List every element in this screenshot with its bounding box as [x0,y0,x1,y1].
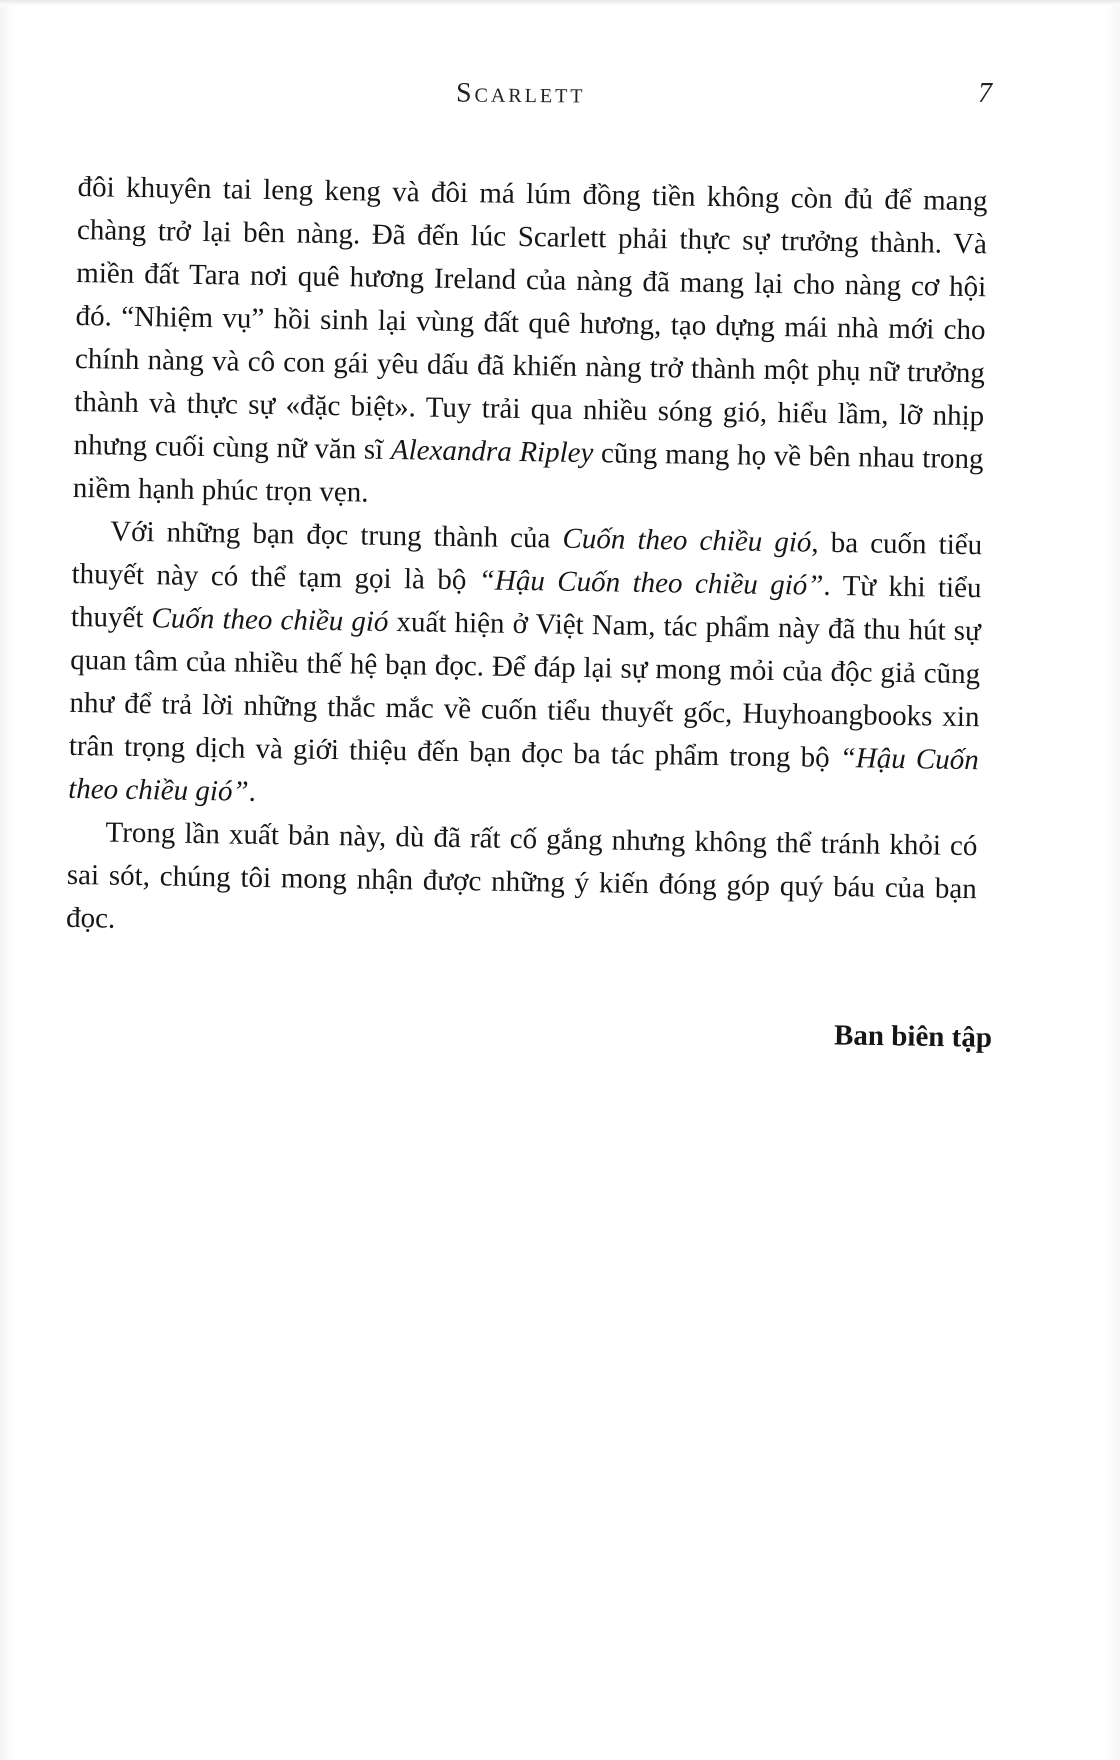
paragraph-2 [68,510,983,825]
paragraph-2-part-5: . [248,775,257,808]
paragraph-3: Trong lần xuất bản này, dù đã rất cố gắng nhưng không thể tránh khỏi có sai sót, chúng tôi mong nhận được những ý kiến đóng góp quý báu của bạn đọc. [65,816,978,935]
book-title-2: Cuốn theo chiều gió [151,602,389,638]
running-title: Scarlett [455,77,586,110]
paragraph-1-text: đôi khuyên tai leng keng và đôi má lúm đồng tiền không còn đủ để mang chàng trở lại bên nàng. Đã đến lúc Scarlett phải thực sự trưởng thành. Và miền đất Tara nơi quê hương Ireland của nàng đã mang lại cho nàng cơ hội đó. “Nhiệm vụ” hồi sinh lại vùng đất quê hương, tạo dựng mái nhà mới cho chính nàng và cô con gái yêu dấu đã khiến nàng trở thành một phụ nữ trưởng thành và thực sự «đặc biệt». Tuy trải qua nhiều sóng gió, hiểu lầm, lỡ nhịp nhưng cuối cùng nữ văn sĩ [73,170,988,466]
paragraph-1-ending: cũng mang họ về bên nhau trong niềm hạnh phúc trọn vẹn. [72,437,984,509]
page-number: 7 [978,78,992,109]
running-header [0,78,1120,118]
paragraph-2-part-4: xuất hiện ở Việt Nam, tác phẩm này đã thu hút sự quan tâm của nhiều thế hệ bạn đọc. Để đáp lại sự mong mỏi của độc giả cũng như để trả lời những thắc mắc về cuốn tiểu thuyết gốc, Huyhoangbooks xin trân trọng dịch và giới thiệu đến bạn đọc ba tác phẩm trong bộ [68,605,982,775]
book-title-1: Cuốn theo chiều gió [562,522,812,559]
series-title-2: “Hậu Cuốn theo chiều gió” [67,742,980,808]
editorial-signature: Ban biên tập [833,1019,993,1054]
body-text [66,166,988,954]
page-top-edge [0,0,1120,6]
paragraph-2-part-3: . Từ khi tiểu thuyết [70,569,982,635]
paragraph-2-part-1: Với những bạn đọc trung thành của [110,515,563,555]
paragraph-2-part-2: , ba cuốn tiểu thuyết này có thể tạm gọi là bộ [71,526,983,597]
series-title-1: “Hậu Cuốn theo chiều gió” [478,564,824,602]
author-name: Alexandra Ripley [390,433,594,470]
paragraph-1 [73,166,988,524]
